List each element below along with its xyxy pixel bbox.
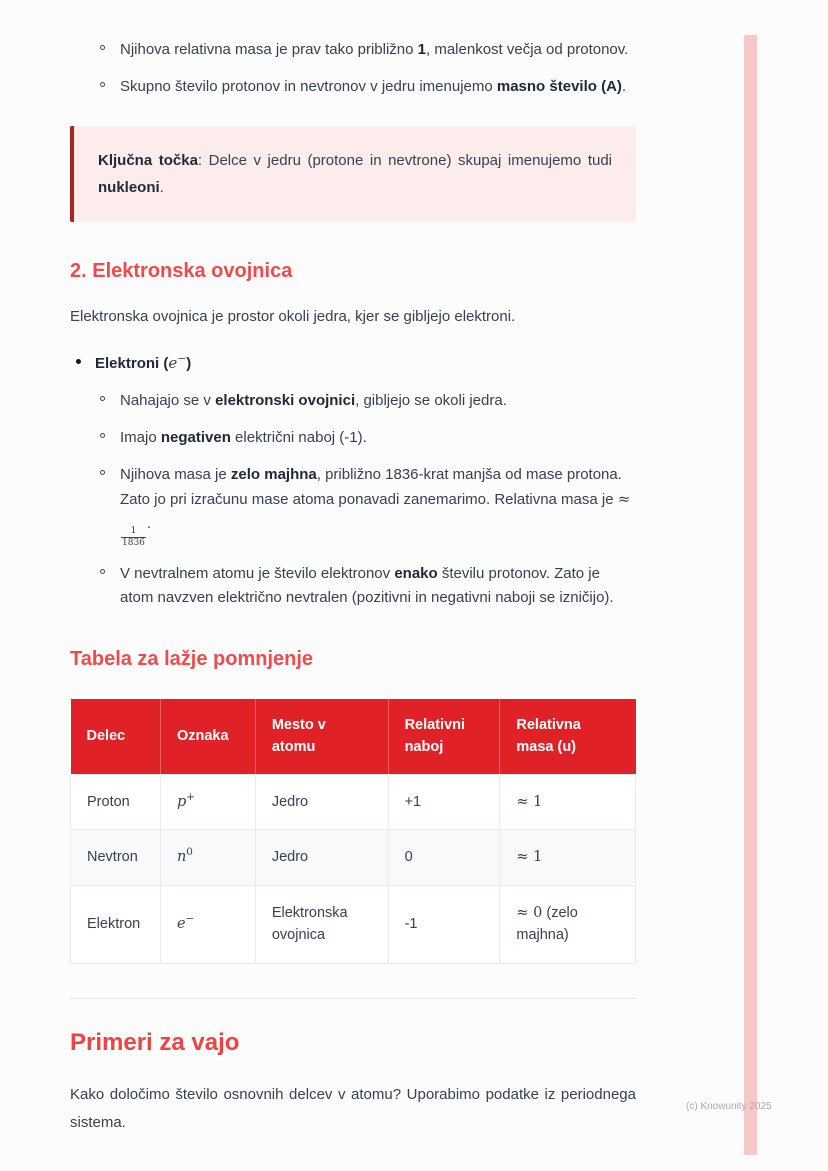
nucleus-sub-bullet-list [100, 38, 636, 99]
cell-delec: Nevtron [71, 830, 161, 885]
list-item [70, 351, 636, 610]
list-item [100, 562, 636, 610]
circle-bullet-icon [100, 569, 105, 574]
column-header-delec: Delec [71, 699, 161, 774]
table-row-nevtron [71, 830, 636, 885]
column-header-oznaka: Oznaka [160, 699, 255, 774]
cell-mesto: Elektronska ovojnica [255, 885, 388, 963]
electrons-bullet-list [70, 351, 636, 610]
circle-bullet-icon [100, 433, 105, 438]
list-item-text: V nevtralnem atomu je število elektronov enako številu protonov. Zato je atom navzven električno nevtralen (pozitivni in negativni naboji se izničijo). [120, 565, 614, 606]
list-item-text: Njihova relativna masa je prav tako približno 1, malenkost večja od protonov. [120, 41, 629, 58]
column-header-mesto: Mesto v atomu [255, 699, 388, 774]
electrons-bullet-title: Elektroni (e−) [95, 352, 192, 372]
list-item-text: Njihova masa je zelo majhna, približno 1836-krat manjša od mase protona. Zato jo pri izračunu mase atoma ponavadi zanemarimo. Relativna masa je ≈ $\frac{1}{1836}$ . [120, 466, 631, 548]
table-body [71, 774, 636, 963]
column-header-masa: Relativna masa (u) [500, 699, 636, 774]
cell-naboj: 0 [388, 830, 500, 885]
disc-bullet-icon [76, 359, 81, 364]
list-item [100, 389, 636, 413]
list-item [100, 426, 636, 450]
document-content [70, 0, 636, 1138]
circle-bullet-icon [100, 45, 105, 50]
table-section-heading: Tabela za lažje pomnjenje [70, 648, 314, 670]
section-intro-paragraph: Elektronska ovojnica je prostor okoli jedra, kjer se gibljejo elektroni. [70, 308, 516, 325]
list-item [100, 75, 636, 99]
cell-naboj: -1 [388, 885, 500, 963]
list-item [100, 463, 636, 549]
section-heading-elektronska-ovojnica: 2. Elektronska ovojnica [70, 260, 293, 282]
cell-masa: ≈ 1 [500, 774, 636, 829]
list-item-text: Nahajajo se v elektronski ovojnici, gibljejo se okoli jedra. [120, 392, 507, 409]
key-point-callout [70, 126, 636, 222]
cell-naboj: +1 [388, 774, 500, 829]
list-item [100, 38, 636, 62]
table-row-elektron [71, 885, 636, 963]
list-item-text: Imajo negativen električni naboj (-1). [120, 429, 367, 446]
section-divider [70, 998, 636, 999]
circle-bullet-icon [100, 396, 105, 401]
cell-delec: Proton [71, 774, 161, 829]
column-header-naboj: Relativni naboj [388, 699, 500, 774]
list-item-text: Skupno število protonov in nevtronov v jedru imenujemo masno število (A). [120, 78, 627, 95]
electrons-sub-bullet-list [100, 389, 636, 610]
cell-mesto: Jedro [255, 774, 388, 829]
table-row-proton [71, 774, 636, 829]
particles-table [70, 699, 636, 964]
table-header [71, 699, 636, 774]
page-edge-stripe [744, 35, 757, 1155]
cell-mesto: Jedro [255, 830, 388, 885]
copyright-watermark: (c) Knowunity 2025 [686, 1101, 772, 1112]
table-header-row [71, 699, 636, 774]
circle-bullet-icon [100, 470, 105, 475]
cell-masa: ≈ 1 [500, 830, 636, 885]
cell-masa: ≈ 0 (zelo majhna) [500, 885, 636, 963]
cell-oznaka: e− [160, 885, 255, 963]
cell-oznaka: p+ [160, 774, 255, 829]
practice-intro-paragraph: Kako določimo število osnovnih delcev v atomu? Uporabimo podatke iz periodnega sistema. [70, 1085, 636, 1132]
cell-delec: Elektron [71, 885, 161, 963]
practice-section-heading: Primeri za vajo [70, 1028, 240, 1056]
cell-oznaka: $n^0$ [160, 830, 255, 885]
circle-bullet-icon [100, 82, 105, 87]
callout-text: Ključna točka: Delce v jedru (protone in nevtrone) skupaj imenujemo tudi nukleoni. [98, 152, 612, 196]
